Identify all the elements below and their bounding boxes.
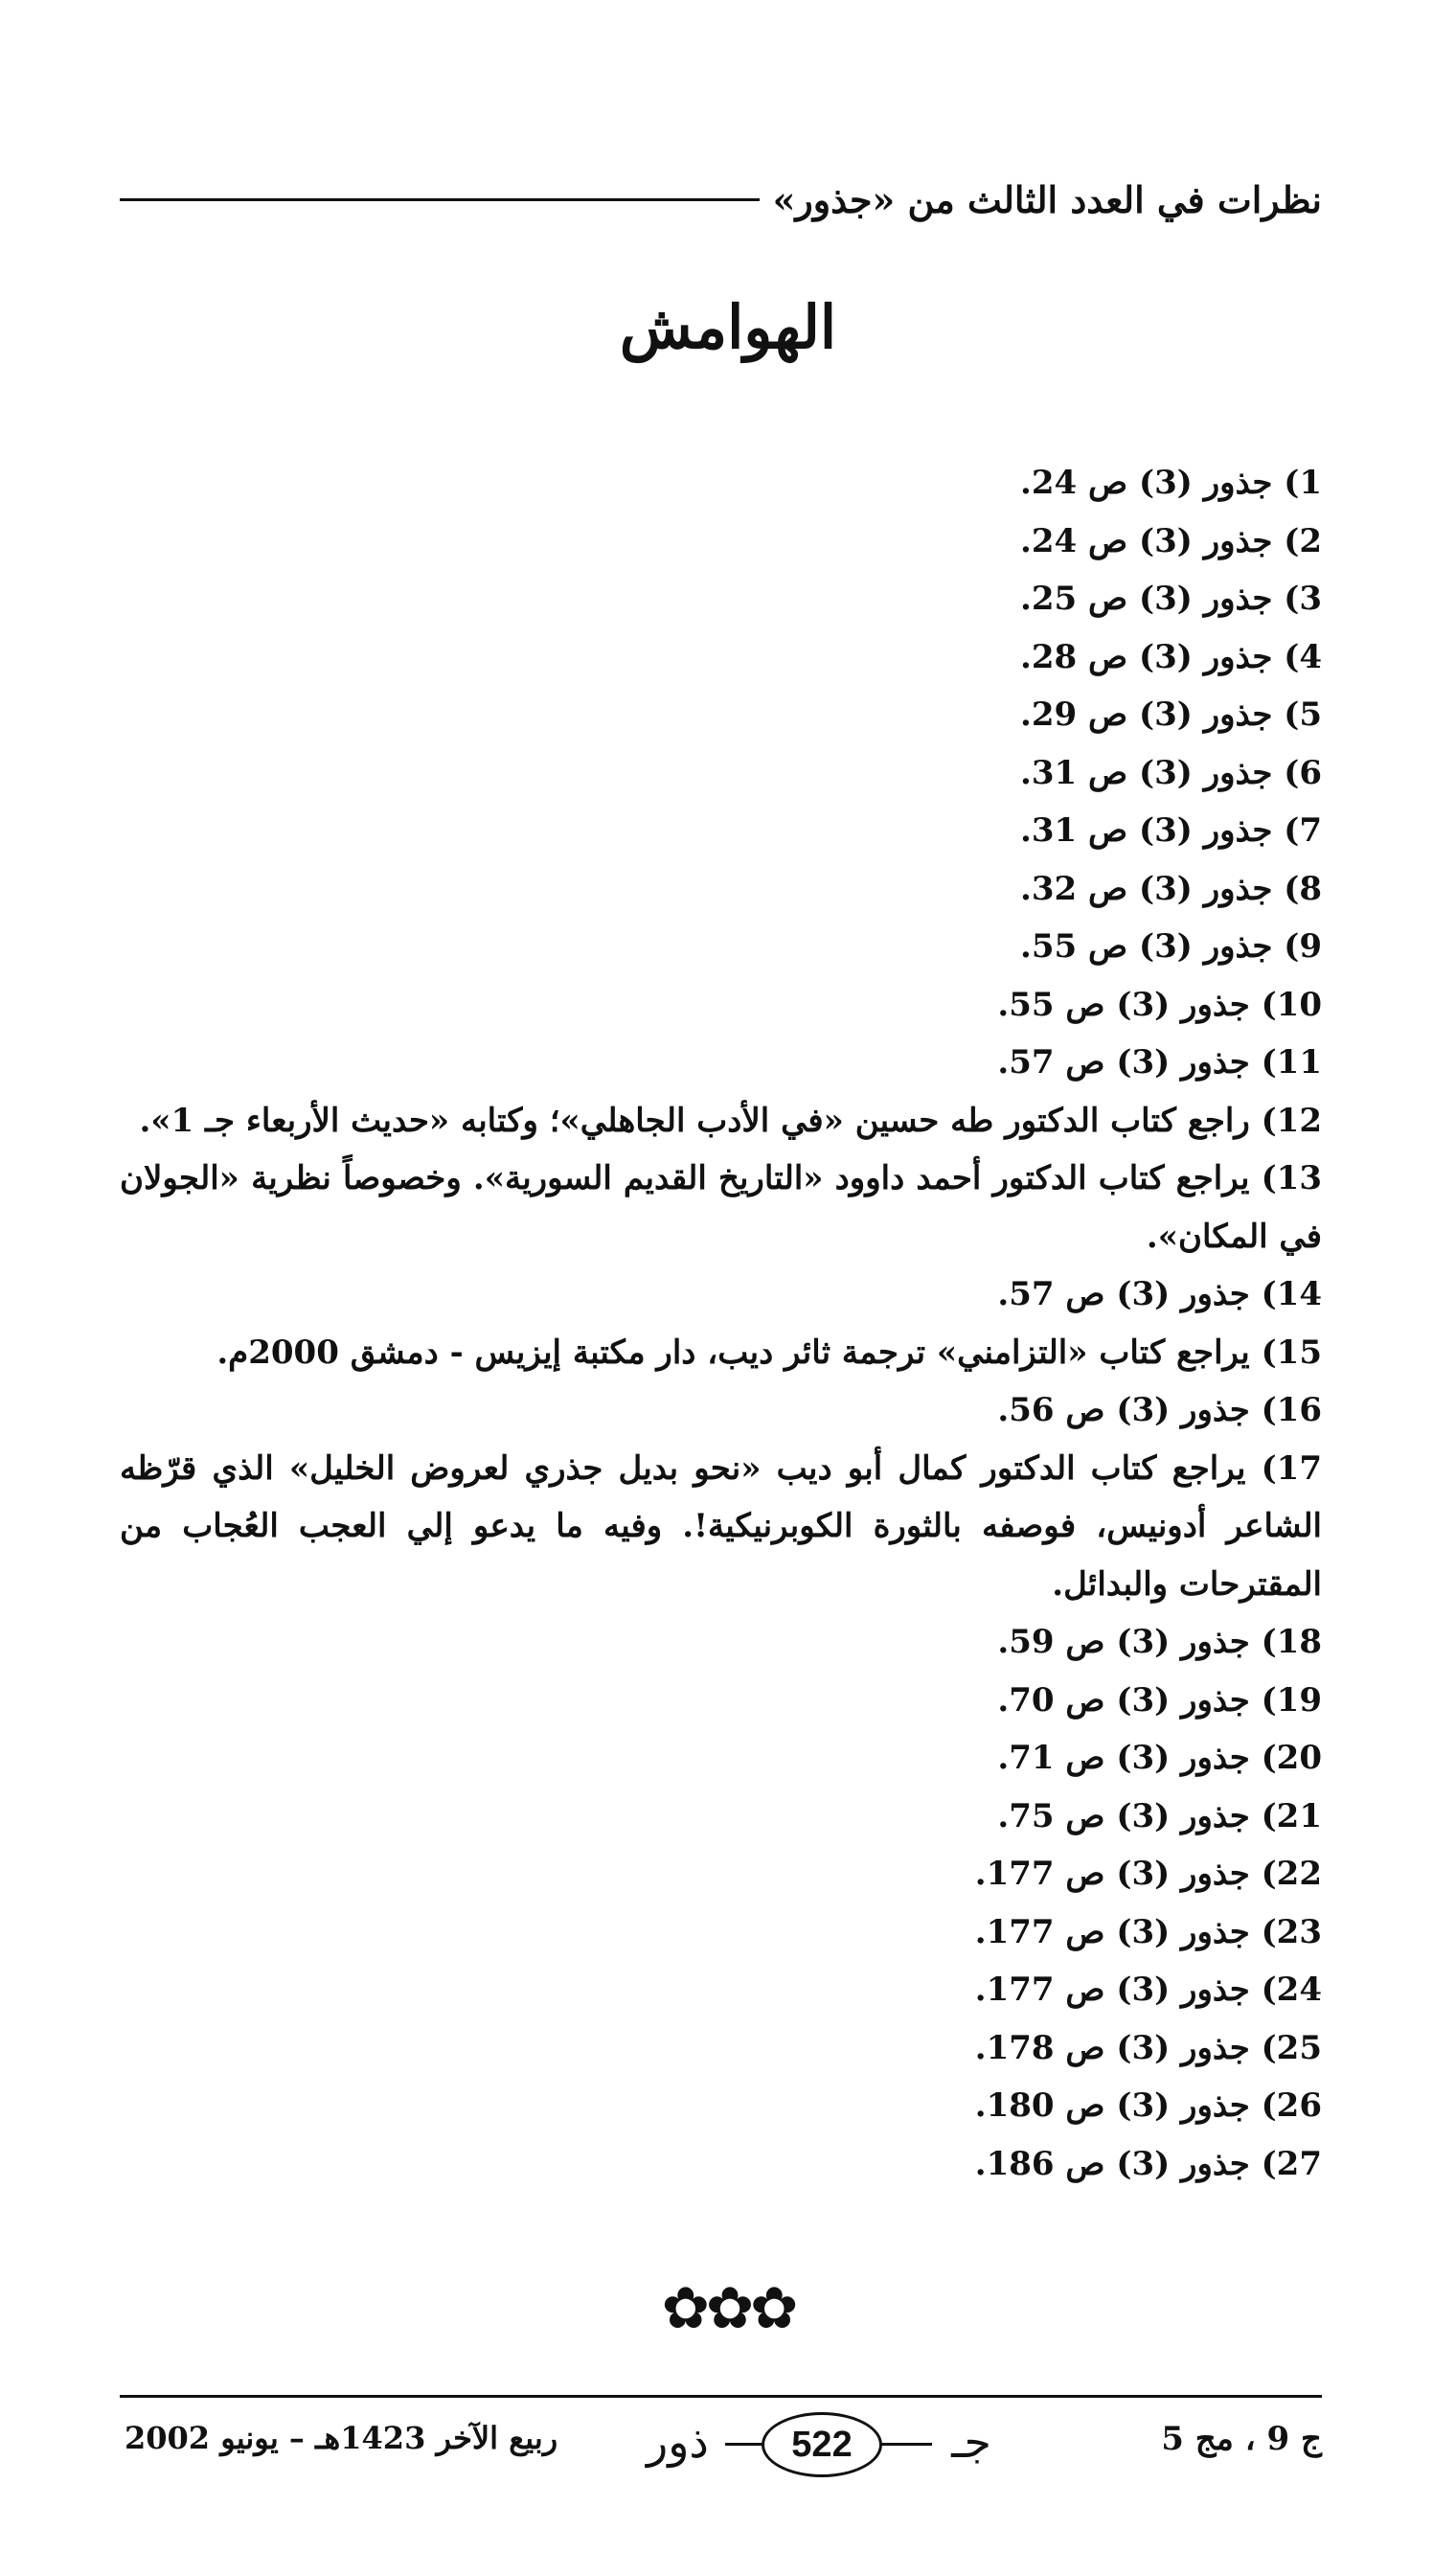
- flower-ornament-icon: ✿✿✿: [661, 2275, 795, 2342]
- note-item: 19) جذور (3) ص 70.: [997, 1680, 1322, 1720]
- note-item: 8) جذور (3) ص 32.: [1020, 869, 1322, 908]
- note-item: 11) جذور (3) ص 57.: [997, 1043, 1322, 1082]
- note-item: 1) جذور (3) ص 24.: [1020, 464, 1322, 502]
- note-item: 22) جذور (3) ص 177.: [974, 1855, 1322, 1893]
- issue-date: ربيع الآخر 1423هـ – يونيو 2002: [125, 2420, 558, 2456]
- issue-number: ج 9 ، مج 5: [1161, 2420, 1322, 2458]
- note-item: 25) جذور (3) ص 178.: [974, 2028, 1322, 2067]
- logo-stroke: [725, 2443, 763, 2446]
- note-item: 12) راجع كتاب الدكتور طه حسين «في الأدب الجاهلي»؛ وكتابه «حديث الأربعاء جـ 1».: [139, 1101, 1322, 1140]
- note-item: 26) جذور (3) ص 180.: [974, 2086, 1322, 2125]
- logo-stroke: [879, 2443, 932, 2446]
- note-item: 23) جذور (3) ص 177.: [974, 1912, 1322, 1951]
- note-item: 16) جذور (3) ص 56.: [997, 1391, 1322, 1429]
- note-item: 2) جذور (3) ص 24.: [1020, 521, 1322, 560]
- note-item: 4) جذور (3) ص 28.: [1020, 637, 1322, 676]
- page-number: 522: [762, 2412, 882, 2477]
- note-item: 24) جذور (3) ص 177.: [974, 1971, 1322, 2009]
- journal-logo-right: جـ: [951, 2416, 991, 2468]
- journal-logo-left: ذور: [647, 2416, 709, 2468]
- note-item: 5) جذور (3) ص 29.: [1020, 695, 1322, 734]
- note-item: 21) جذور (3) ص 75.: [997, 1796, 1322, 1835]
- note-item: 27) جذور (3) ص 186.: [974, 2144, 1322, 2183]
- notes-list: [120, 454, 1322, 2193]
- footer-rule: [120, 2395, 1322, 2398]
- note-item: 15) يراجع كتاب «التزامني» ترجمة ثائر ديب، دار مكتبة إيزيس - دمشق 2000م.: [216, 1333, 1322, 1372]
- running-title: نظرات في العدد الثالث من «جذور»: [772, 177, 1322, 221]
- note-item: 18) جذور (3) ص 59.: [997, 1623, 1322, 1661]
- note-item: 14) جذور (3) ص 57.: [997, 1275, 1322, 1313]
- note-item: 20) جذور (3) ص 71.: [997, 1739, 1322, 1777]
- running-header: [120, 161, 1322, 238]
- note-item: 6) جذور (3) ص 31.: [1020, 753, 1322, 792]
- note-item: 17) يراجع كتاب الدكتور كمال أبو ديب «نحو بديل جذري لعروض الخليل» الذي قرّظه الشاعر أدونيس، فوصفه بالثورة الكوبرنيكية!. وفيه ما يدعو إلي العجب العُجاب من المقترحات والبدائل.: [120, 1448, 1322, 1604]
- header-rule: [120, 198, 760, 201]
- section-title: الهوامش: [619, 292, 837, 362]
- note-item: 9) جذور (3) ص 55.: [1020, 927, 1322, 966]
- note-item: 13) يراجع كتاب الدكتور أحمد داوود «التاريخ القديم السورية». وخصوصاً نظرية «الجولان في المكان».: [120, 1159, 1322, 1256]
- page-footer: [120, 2406, 1322, 2483]
- note-item: 3) جذور (3) ص 25.: [1020, 580, 1322, 618]
- note-item: 10) جذور (3) ص 55.: [997, 985, 1322, 1024]
- note-item: 7) جذور (3) ص 31.: [1020, 811, 1322, 850]
- journal-logo: [647, 2406, 991, 2483]
